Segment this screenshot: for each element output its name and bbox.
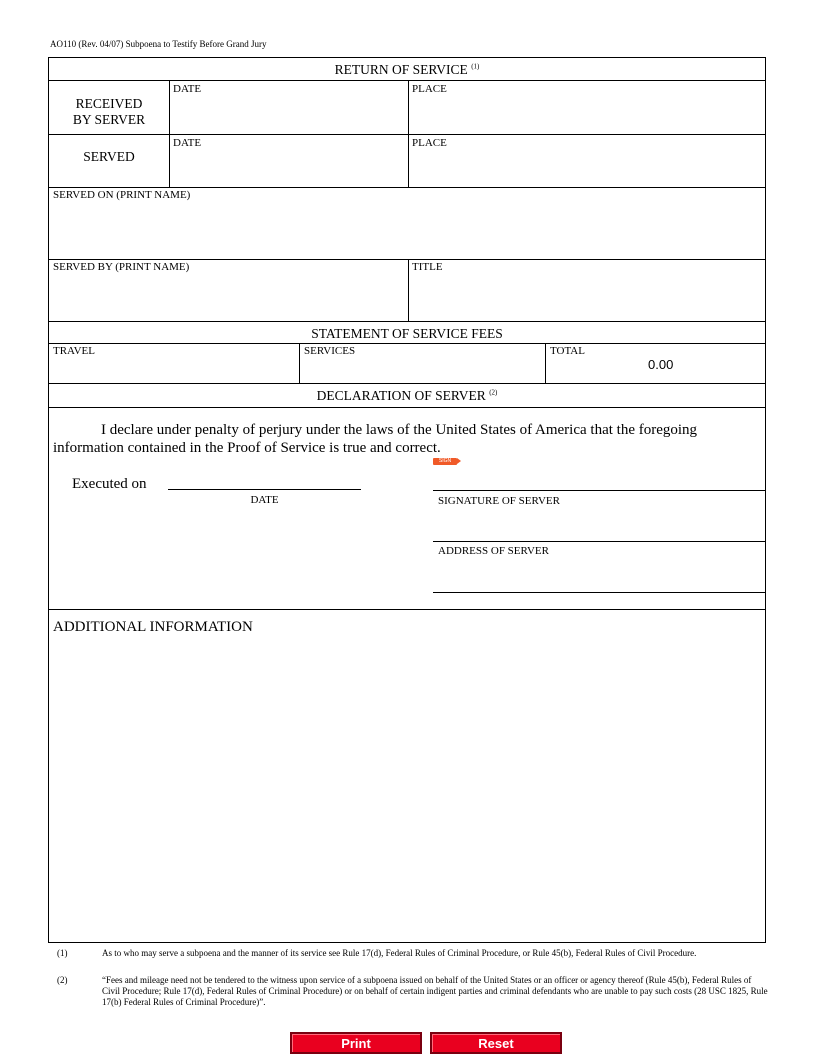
executed-date-input[interactable]	[170, 470, 364, 490]
signature-line	[433, 490, 765, 491]
service-fees-title: STATEMENT OF SERVICE FEES	[311, 326, 503, 341]
served-place-label: PLACE	[412, 137, 447, 149]
title-label: TITLE	[412, 261, 443, 273]
executed-date-line	[168, 489, 361, 490]
received-by-server-label: RECEIVED BY SERVER	[72, 96, 146, 127]
sign-here-tag[interactable]: SIGN	[433, 458, 457, 465]
footnote-2-text: “Fees and mileage need not be tendered to the witness upon service of a subpoena issued on behalf of the United States or an officer or agency thereof (Rule 45(b), Federal Rules of Civil Procedure; Rule 17(d), Federal Rules of Criminal Procedure) or on behalf of certain indigent parties and criminal defendants who are unable to pay such costs (28 USC 1825, Rule 17(b) Federal Rules of Criminal Procedure)”.	[102, 975, 768, 1007]
received-place-input[interactable]	[412, 100, 766, 132]
served-place-input[interactable]	[412, 154, 766, 184]
executed-date-caption: DATE	[250, 494, 279, 506]
served-date-input[interactable]	[173, 154, 407, 184]
footnote-1-number: (1)	[57, 948, 68, 958]
reset-button[interactable]: Reset	[430, 1032, 562, 1054]
address-input[interactable]	[434, 563, 768, 591]
declaration-text: I declare under penalty of perjury under the laws of the United States of America that the foregoing information contained in the Proof of Service is true and correct.	[53, 422, 698, 456]
travel-label: TRAVEL	[53, 345, 95, 357]
declaration-note: (2)	[489, 388, 498, 397]
address-caption: ADDRESS OF SERVER	[438, 545, 549, 557]
served-on-input[interactable]	[53, 208, 763, 256]
received-date-input[interactable]	[173, 100, 407, 132]
served-by-label: SERVED BY (PRINT NAME)	[53, 261, 190, 273]
served-on-label: SERVED ON (PRINT NAME)	[53, 189, 191, 201]
address-bottom-line	[433, 592, 765, 593]
services-input[interactable]	[304, 360, 544, 382]
print-button[interactable]: Print	[290, 1032, 422, 1054]
additional-information-input[interactable]	[53, 642, 763, 938]
served-label: SERVED	[83, 149, 135, 164]
title-input[interactable]	[412, 280, 766, 318]
received-date-label: DATE	[173, 83, 202, 95]
footnote-2-number: (2)	[57, 975, 68, 985]
total-label: TOTAL	[550, 345, 585, 357]
served-date-label: DATE	[173, 137, 202, 149]
signature-caption: SIGNATURE OF SERVER	[438, 495, 560, 507]
executed-on-label: Executed on	[72, 476, 147, 492]
return-of-service-form	[48, 57, 766, 943]
declaration-title: DECLARATION OF SERVER $^{(2)}$	[316, 388, 498, 403]
form-id-header: AO110 (Rev. 04/07) Subpoena to Testify Before Grand Jury	[50, 39, 267, 49]
travel-input[interactable]	[53, 360, 297, 382]
signature-input[interactable]	[434, 470, 768, 490]
address-top-line	[433, 541, 765, 542]
served-by-input[interactable]	[53, 280, 407, 318]
total-value[interactable]: 0.00	[648, 357, 674, 372]
footnote-1-text: As to who may serve a subpoena and the manner of its service see Rule 17(d), Federal Rules of Criminal Procedure, or Rule 45(b), Federal Rules of Civil Procedure.	[102, 948, 697, 958]
return-of-service-title: RETURN OF SERVICE $^{(1)}$	[334, 62, 480, 77]
received-place-label: PLACE	[412, 83, 447, 95]
additional-information-title: ADDITIONAL INFORMATION	[53, 619, 253, 635]
services-label: SERVICES	[304, 345, 356, 357]
return-of-service-note: (1)	[471, 62, 480, 71]
